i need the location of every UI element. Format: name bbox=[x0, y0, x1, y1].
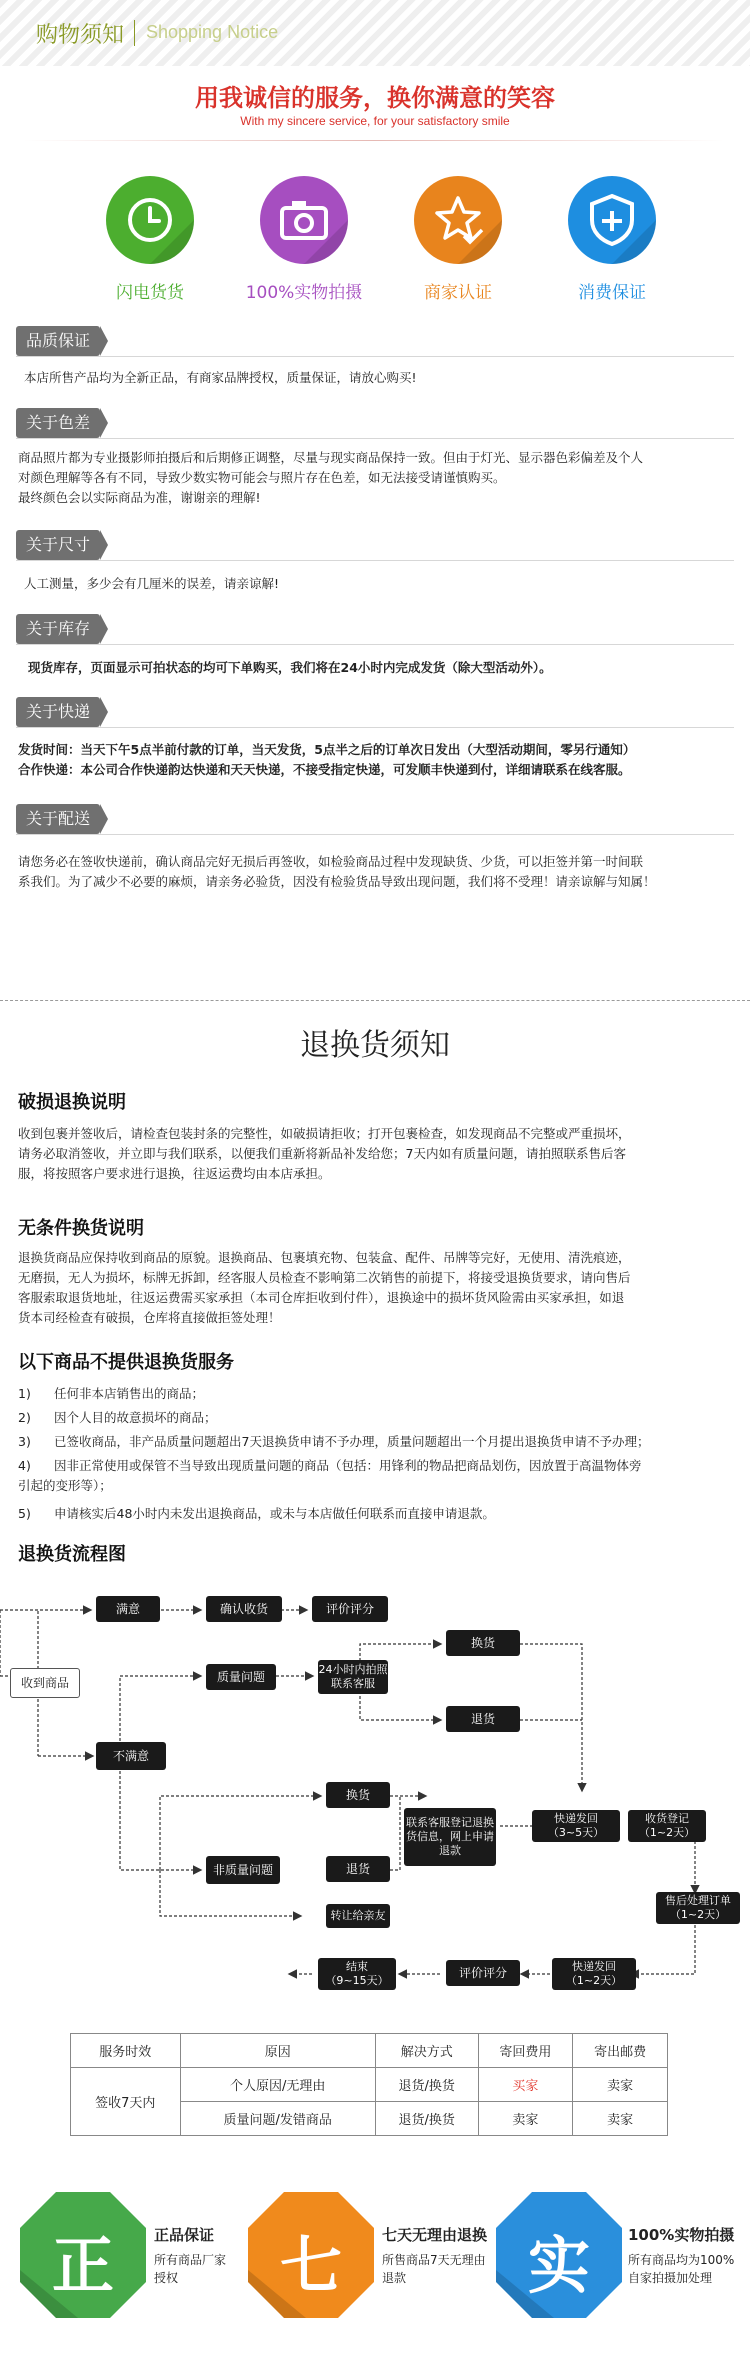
badge-seven-days bbox=[246, 2190, 376, 2320]
flow-exchange: 换货 bbox=[446, 1630, 520, 1656]
unconditional-heading: 无条件换货说明 bbox=[18, 1218, 144, 1239]
badge-genuine bbox=[18, 2190, 148, 2320]
tag-size: 关于尺寸 bbox=[16, 530, 100, 560]
tag-delivery: 关于配送 bbox=[16, 804, 100, 834]
badge-title: 正品保证 bbox=[154, 2226, 215, 2244]
divider bbox=[16, 438, 734, 439]
flow-register: 收货登记 （1~2天） bbox=[628, 1810, 706, 1842]
damaged-line: 收到包裹并签收后，请检查包装封条的完整性，如破损请拒收；打开包裹检查，如发现商品不完整或严重损坏， bbox=[18, 1126, 631, 1141]
header-title-cn: 购物须知 bbox=[36, 23, 125, 48]
stock-text: 现货库存，页面显示可拍状态的均可下单购买，我们将在24小时内完成发货（除大型活动外）。 bbox=[28, 660, 552, 675]
flow-unsatisfied: 不满意 bbox=[96, 1742, 166, 1770]
feature-guarantee bbox=[568, 176, 656, 264]
list-item: 5) 申请核实后48小时内未发出退换商品，或未与本店做任何联系而直接申请退款。 bbox=[18, 1506, 495, 1521]
divider bbox=[16, 560, 734, 561]
flow-rate2: 评价评分 bbox=[446, 1960, 520, 1986]
feature-label: 商家认证 bbox=[424, 283, 492, 303]
table-cell: 退货/换货 bbox=[375, 2102, 478, 2136]
table-cell: 签收7天内 bbox=[71, 2068, 181, 2136]
delivery-line: 系我们。为了减少不必要的麻烦，请亲务必验货，因没有检验货品导致出现问题，我们将不受理！请亲谅解与知属！ bbox=[18, 874, 656, 889]
list-item: 2) 因个人目的故意损坏的商品； bbox=[18, 1410, 217, 1425]
delivery-text bbox=[18, 852, 732, 892]
color-line: 商品照片都为专业摄影师拍摄后和后期修正调整，尽量与现实商品保持一致。但由于灯光、显示器色彩偏差及个人 bbox=[18, 450, 644, 465]
clock-icon bbox=[106, 176, 194, 264]
list-item: 4) 因非正常使用或保管不当导致出现质量问题的商品（包括：用锋利的物品把商品划伤，因放置于高温物体旁 引起的变形等）； bbox=[18, 1458, 642, 1493]
divider bbox=[16, 644, 734, 645]
badge-title: 七天无理由退换 bbox=[382, 2226, 488, 2244]
badge-seven-days-text bbox=[382, 2224, 487, 2287]
slogan-en: With my sincere service, for your satisfactory smile bbox=[240, 114, 510, 128]
badge-desc: 退款 bbox=[382, 2271, 407, 2285]
flow-satisfied: 满意 bbox=[96, 1596, 160, 1622]
badge-title: 100%实物拍摄 bbox=[628, 2226, 735, 2244]
divider bbox=[16, 834, 734, 835]
flow-contact24: 24小时内拍照联系客服 bbox=[318, 1660, 388, 1694]
express-text bbox=[18, 740, 732, 780]
table-header: 解决方式 bbox=[375, 2034, 478, 2068]
table-header: 寄出邮费 bbox=[573, 2034, 668, 2068]
badge-char: 实 bbox=[527, 2229, 590, 2302]
size-text: 人工测量，多少会有几厘米的误差，请亲谅解! bbox=[24, 576, 280, 591]
feature-label: 闪电货货 bbox=[116, 283, 184, 303]
table-cell: 质量问题/发错商品 bbox=[180, 2102, 375, 2136]
no-service-heading: 以下商品不提供退换货服务 bbox=[18, 1352, 234, 1373]
badge-char: 七 bbox=[279, 2229, 342, 2302]
table-cell: 卖家 bbox=[573, 2068, 668, 2102]
flow-express-back2: 快递发回 （1~2天） bbox=[552, 1958, 636, 1990]
flow-refund: 退货 bbox=[446, 1706, 520, 1732]
table-header: 服务时效 bbox=[71, 2034, 181, 2068]
badge-desc: 所有商品厂家 bbox=[154, 2253, 227, 2267]
flow-after-sale: 售后处理订单 （1~2天） bbox=[656, 1892, 740, 1924]
unconditional-line: 无磨损，无人为损坏，标牌无拆卸，经客服人员检查不影响第二次销售的前提下，将接受退换货要求，请向售后 bbox=[18, 1270, 631, 1285]
shield-plus-icon bbox=[568, 176, 656, 264]
feature-camera bbox=[260, 176, 348, 264]
badge-real-photo-text bbox=[628, 2224, 746, 2287]
table-header: 寄回费用 bbox=[478, 2034, 573, 2068]
slogan-underline bbox=[24, 140, 724, 141]
delivery-line: 请您务必在签收快递前，确认商品完好无损后再签收，如检验商品过程中发现缺货、少货，可以拒签并第一时间联 bbox=[18, 854, 644, 869]
unconditional-text bbox=[18, 1248, 732, 1328]
table-header: 原因 bbox=[180, 2034, 375, 2068]
divider bbox=[16, 356, 734, 357]
feature-label: 消费保证 bbox=[578, 283, 646, 303]
table-cell: 个人原因/无理由 bbox=[180, 2068, 375, 2102]
flow-transfer: 转让给亲友 bbox=[326, 1904, 390, 1928]
unconditional-line: 货本司经检查有破损，仓库将直接做拒签处理！ bbox=[18, 1310, 281, 1325]
unconditional-line: 客服索取退货地址，往返运费需买家承担（本司仓库拒收到付件），退换途中的损坏货风险需由买家承担，如退 bbox=[18, 1290, 625, 1305]
flow-confirm: 确认收货 bbox=[206, 1596, 282, 1622]
badge-desc: 所有商品均为100% bbox=[628, 2253, 735, 2267]
feature-label: 100%实物拍摄 bbox=[245, 283, 363, 303]
table-cell: 卖家 bbox=[478, 2102, 573, 2136]
slogan: 用我诚信的服务，换你满意的笑容 bbox=[195, 84, 555, 112]
badge-desc: 所售商品7天无理由 bbox=[382, 2253, 486, 2267]
table-cell: 买家 bbox=[478, 2068, 573, 2102]
flow-refund2: 退货 bbox=[326, 1856, 390, 1882]
tag-stock: 关于库存 bbox=[16, 614, 100, 644]
express-line: 发货时间：当天下午5点半前付款的订单，当天发货，5点半之后的订单次日发出（大型活动期间，零另行通知） bbox=[18, 742, 636, 757]
badge-desc: 授权 bbox=[154, 2271, 179, 2285]
table-row bbox=[71, 2068, 668, 2102]
badge-genuine-text bbox=[154, 2224, 226, 2287]
returns-title: 退换货须知 bbox=[300, 1028, 450, 1063]
unconditional-line: 退换货商品应保持收到商品的原貌。退换商品、包裹填充物、包装盒、配件、吊牌等完好，无使用、清洗痕迹， bbox=[18, 1250, 631, 1265]
flow-title: 退换货流程图 bbox=[18, 1544, 126, 1565]
color-text bbox=[18, 448, 732, 508]
tag-quality: 品质保证 bbox=[16, 326, 100, 356]
divider bbox=[16, 727, 734, 728]
service-table bbox=[70, 2033, 668, 2136]
color-line: 对颜色理解等各有不同，导致少数实物可能会与照片存在色差，如无法接受请谨慎购买。 bbox=[18, 470, 506, 485]
feature-certified bbox=[414, 176, 502, 264]
feature-clock bbox=[106, 176, 194, 264]
damaged-line: 服，将按照客户要求进行退换，往返运费均由本店承担。 bbox=[18, 1166, 331, 1181]
color-line: 最终颜色会以实际商品为准，谢谢亲的理解! bbox=[18, 490, 261, 505]
flow-received: 收到商品 bbox=[10, 1668, 80, 1698]
header-divider bbox=[134, 20, 135, 46]
flow-express-back: 快递发回 （3~5天） bbox=[532, 1810, 620, 1842]
tag-color: 关于色差 bbox=[16, 408, 100, 438]
flow-done: 结束 （9~15天） bbox=[318, 1958, 396, 1990]
flow-quality: 质量问题 bbox=[206, 1664, 276, 1690]
flow-rate: 评价评分 bbox=[312, 1596, 388, 1622]
star-badge-icon bbox=[414, 176, 502, 264]
damaged-text bbox=[18, 1124, 732, 1184]
quality-text: 本店所售产品均为全新正品，有商家品牌授权，质量保证，请放心购买! bbox=[24, 370, 417, 385]
damaged-heading: 破损退换说明 bbox=[18, 1092, 126, 1113]
list-item: 3) 已签收商品，非产品质量问题超出7天退换货申请不予办理，质量问题超出一个月提出退换货申请不予办理； bbox=[18, 1434, 650, 1449]
flow-nonquality: 非质量问题 bbox=[206, 1856, 280, 1884]
table-header-row bbox=[71, 2034, 668, 2068]
section-divider bbox=[0, 1000, 750, 1001]
table-cell: 卖家 bbox=[573, 2102, 668, 2136]
tag-express: 关于快递 bbox=[16, 697, 100, 727]
camera-icon bbox=[260, 176, 348, 264]
damaged-line: 请务必取消签收，并立即与我们联系，以便我们重新将新品补发给您；7天内如有质量问题，请拍照联系售后客 bbox=[18, 1146, 626, 1161]
header-title-en: Shopping Notice bbox=[146, 22, 279, 42]
badge-desc: 自家拍摄加处理 bbox=[628, 2271, 713, 2285]
flow-exchange2: 换货 bbox=[326, 1782, 390, 1808]
list-item: 1) 任何非本店销售出的商品； bbox=[18, 1386, 205, 1401]
express-line: 合作快递：本公司合作快递韵达快递和天天快递，不接受指定快递，可发顺丰快递到付，详细请联系在线客服。 bbox=[18, 762, 631, 777]
flow-cs-note: 联系客服登记退换货信息，网上申请退款 bbox=[404, 1808, 496, 1866]
table-cell: 退货/换货 bbox=[375, 2068, 478, 2102]
badge-real-photo bbox=[494, 2190, 624, 2320]
badge-char: 正 bbox=[51, 2229, 114, 2302]
